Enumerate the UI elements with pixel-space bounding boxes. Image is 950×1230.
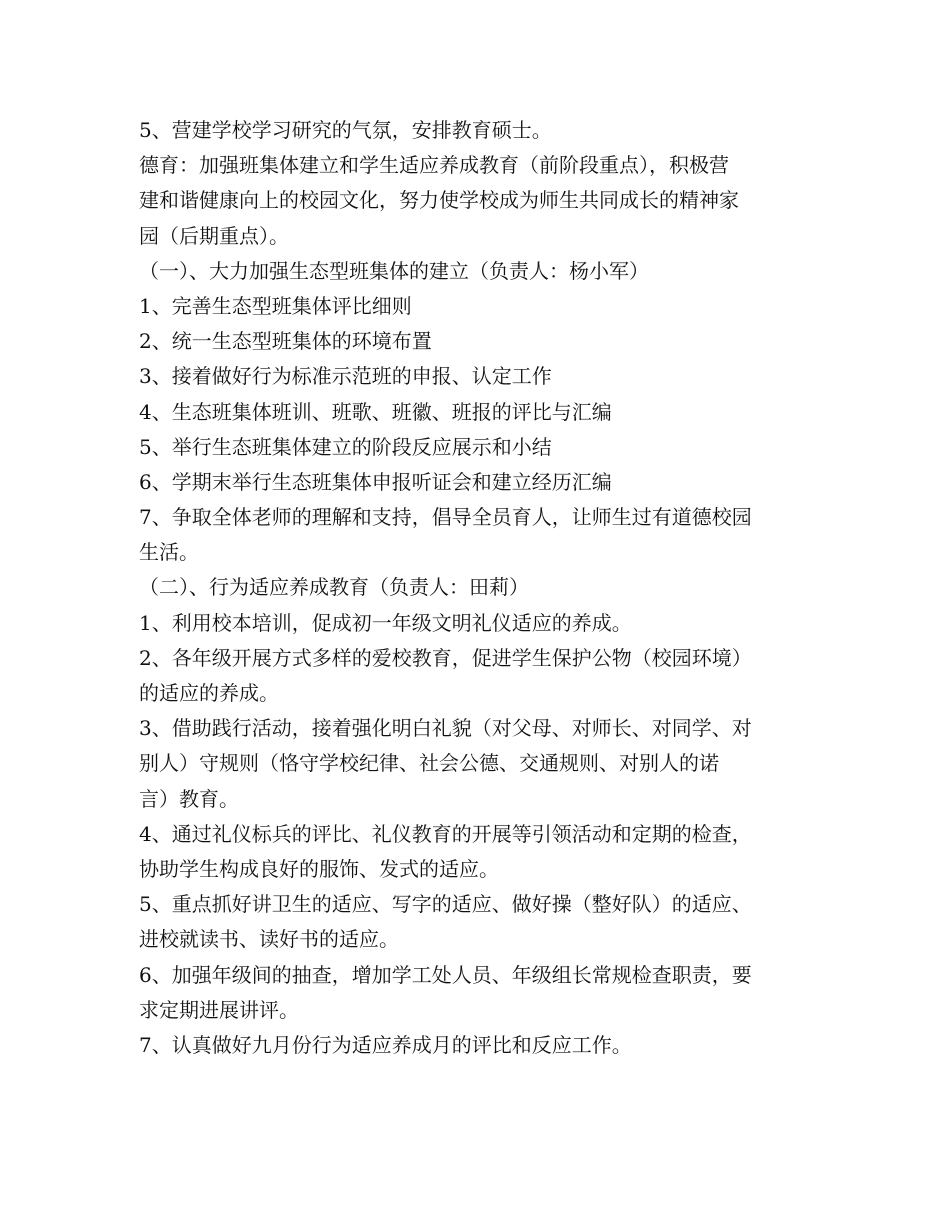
paragraph [139,1028,819,1063]
text-line: 求定期进展讲评。 [139,997,299,1022]
paragraph [139,500,819,570]
text-line: 7、认真做好九月份行为适应养成月的评比和反应工作。 [139,1032,632,1057]
text-line: 2、各年级开展方式多样的爱校教育，促进学生保护公物（校园环境） [139,645,752,670]
text-line: 园（后期重点）。 [139,223,289,248]
text-line: 言）教育。 [139,786,239,811]
text-line: 别人）守规则（恪守学校纪律、社会公德、交通规则、对别人的诺 [139,751,719,776]
paragraph [139,887,819,957]
paragraph [139,148,819,254]
paragraph [139,359,819,394]
text-line: 进校就读书、读好书的适应。 [139,927,399,952]
text-line: 建和谐健康向上的校园文化，努力使学校成为师生共同成长的精神家 [139,188,739,213]
text-line: 5、举行生态班集体建立的阶段反应展示和小结 [139,434,552,459]
text-line: 5、重点抓好讲卫生的适应、写字的适应、做好操（整好队）的适应、 [139,892,752,917]
text-line: 德育：加强班集体建立和学生适应养成教育（前阶段重点），积极营 [139,153,729,178]
document-body [139,113,819,1063]
text-line: （一）、大力加强生态型班集体的建立（负责人：杨小军） [139,258,649,283]
paragraph [139,324,819,359]
paragraph [139,606,819,641]
paragraph [139,254,819,289]
paragraph [139,395,819,430]
text-line: 协助学生构成良好的服饰、发式的适应。 [139,856,499,881]
text-line: 1、完善生态型班集体评比细则 [139,293,412,318]
paragraph [139,465,819,500]
text-line: 4、生态班集体班训、班歌、班徽、班报的评比与汇编 [139,399,612,424]
paragraph [139,289,819,324]
text-line: 1、利用校本培训，促成初一年级文明礼仪适应的养成。 [139,610,632,635]
text-line: 6、加强年级间的抽查，增加学工处人员、年级组长常规检查职责，要 [139,962,752,987]
text-line: （二）、行为适应养成教育（负责人：田莉） [139,575,529,600]
paragraph [139,570,819,605]
text-line: 6、学期末举行生态班集体申报听证会和建立经历汇编 [139,469,612,494]
paragraph [139,817,819,887]
paragraph [139,113,819,148]
text-line: 2、统一生态型班集体的环境布置 [139,329,432,354]
text-line: 4、通过礼仪标兵的评比、礼仪教育的开展等引领活动和定期的检查， [139,821,752,846]
paragraph [139,430,819,465]
text-line: 7、争取全体老师的理解和支持，倡导全员育人，让师生过有道德校园 [139,505,752,530]
paragraph [139,641,819,711]
text-line: 3、接着做好行为标准示范班的申报、认定工作 [139,364,552,389]
paragraph [139,958,819,1028]
text-line: 的适应的养成。 [139,681,279,705]
text-line: 生活。 [139,540,199,565]
text-line: 5、营建学校学习研究的气氛，安排教育硕士。 [139,118,552,142]
paragraph [139,711,819,817]
text-line: 3、借助践行活动，接着强化明白礼貌（对父母、对师长、对同学、对 [139,716,752,741]
